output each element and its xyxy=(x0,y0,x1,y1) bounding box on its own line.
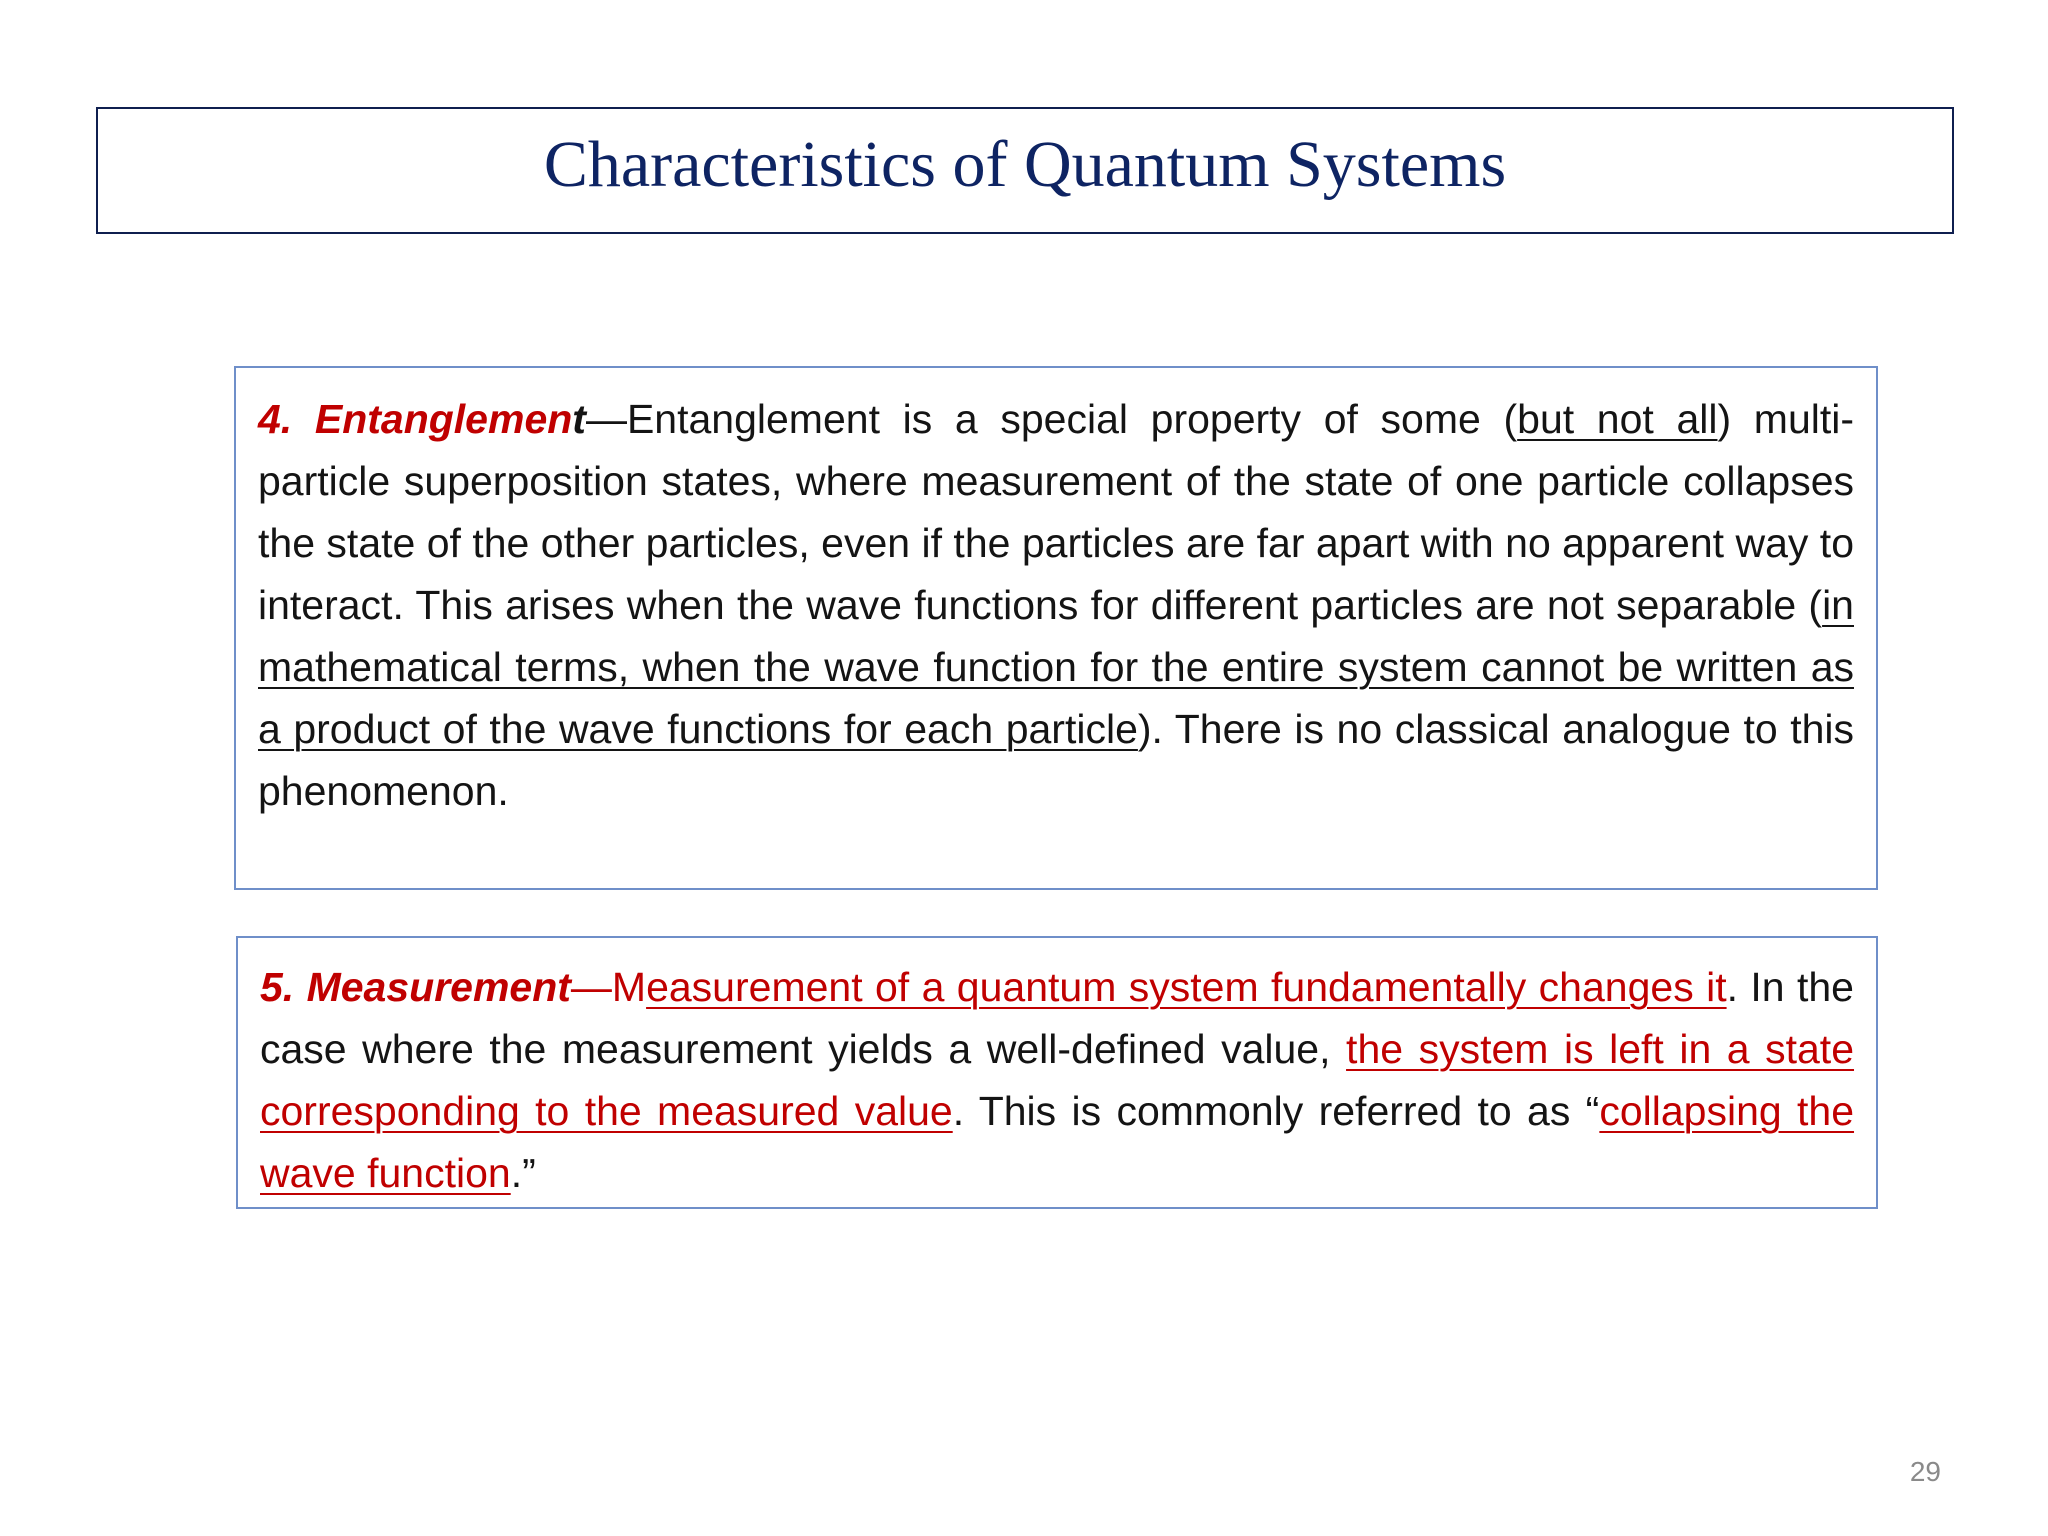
entanglement-text-2: ) multi-particle superposition states, where measurement of the state of one particle collapses the state of the other particles, even if the particles are far apart with no apparent way to interact. This arises when the wave functions for different particles are not separable ( xyxy=(258,396,1855,628)
slide-title: Characteristics of Quantum Systems xyxy=(543,127,1507,201)
title-box xyxy=(96,107,1954,234)
entanglement-card xyxy=(234,366,1878,890)
measurement-paragraph xyxy=(260,956,1854,1204)
entanglement-heading-text: 4. Entanglemen xyxy=(258,396,573,442)
entanglement-heading xyxy=(258,396,586,442)
slide-number: 29 xyxy=(1909,1456,1941,1487)
measurement-lead-letter: M xyxy=(611,964,647,1010)
measurement-underline-3: collapsing the wave function xyxy=(260,1088,1855,1196)
measurement-underline-2: the system is left in a state corresponding to the measured value xyxy=(260,1026,1855,1134)
measurement-text-3: .” xyxy=(510,1150,536,1196)
measurement-text-2: . This is commonly referred to as “ xyxy=(952,1088,1600,1134)
measurement-underline-1: easurement of a quantum system fundamentally changes it xyxy=(646,964,1727,1010)
entanglement-dash: — xyxy=(585,396,627,442)
entanglement-text-1: Entanglement is a special property of some ( xyxy=(626,396,1518,442)
measurement-heading: 5. Measurement xyxy=(260,964,571,1010)
measurement-dash: — xyxy=(570,964,612,1010)
entanglement-underline-1: but not all xyxy=(1517,396,1718,442)
entanglement-paragraph xyxy=(258,388,1854,822)
entanglement-text-3: ). There is no classical analogue to this phenomenon. xyxy=(258,706,1855,814)
measurement-text-1: . In the case where the measurement yields a well-defined value, xyxy=(260,964,1854,1072)
measurement-card xyxy=(236,936,1878,1209)
entanglement-heading-tail: t xyxy=(572,396,586,442)
entanglement-underline-2: in mathematical terms, when the wave function for the entire system cannot be written as a product of the wave functions for each particle xyxy=(258,582,1854,752)
